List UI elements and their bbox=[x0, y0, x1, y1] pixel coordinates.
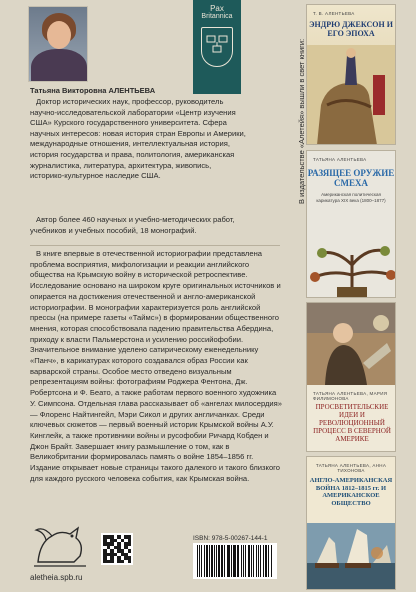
barcode-bar bbox=[248, 545, 250, 577]
series-logo bbox=[193, 0, 241, 94]
book-1-author: Т. В. АЛЕНТЬЕВА bbox=[313, 11, 355, 16]
book-cover-4 bbox=[306, 456, 396, 590]
barcode-bar bbox=[221, 545, 223, 577]
barcode-bar bbox=[209, 545, 210, 577]
barcode-bar bbox=[238, 545, 239, 577]
barcode-bar bbox=[231, 545, 232, 577]
griffin-logo-icon bbox=[30, 522, 90, 570]
author-name: Татьяна Викторовна АЛЕНТЬЕВА bbox=[30, 86, 156, 95]
barcode-bar bbox=[204, 545, 205, 577]
crest-icon bbox=[201, 27, 233, 67]
book-1-title: ЭНДРЮ ДЖЕКСОН И ЕГО ЭПОХА bbox=[309, 20, 393, 38]
barcode-bar bbox=[224, 545, 225, 577]
book-3-author: ТАТЬЯНА АЛЕНТЬЕВА, МАРИЯ ФИЛИМОНОВА bbox=[313, 391, 388, 401]
barcode-bar bbox=[211, 545, 212, 577]
series-logo-line2: Britannica bbox=[201, 13, 233, 20]
series-logo-line1: Pax bbox=[210, 4, 224, 13]
barcode-bar bbox=[241, 545, 242, 577]
book-3-title: ПРОСВЕТИТЕЛЬСКИЕ ИДЕИ И РЕВОЛЮЦИОННЫЙ ПРОЦЕСС В СЕВЕРНОЙ АМЕРИКЕ bbox=[313, 403, 391, 443]
book-cover-2 bbox=[306, 150, 396, 298]
book-2-subtitle: Американская политическая карикатура XIX века (1800–1877) bbox=[316, 192, 386, 203]
book-cover-3 bbox=[306, 302, 396, 452]
book-annotation: В книге впервые в отечественной историографии представлена проблема восприятия, мифологизации и реакции английского общества на Крымскую войну в исторической ретроспективе. Исследование основано на широком круге оригинальных источников и опирается на достижения отечественной и англо-американской историографии. В монографии характеризуется роль английской прессы (на примере газеты «Таймс») в формировании общественного мнения, которая способствовала падению правительства Абердина, приходу к власти Пальмерстона и усилению российофобии. Значительное внимание уделено сатирическому еженедельнику «Панч», в карикатурах которого создавался образ России как варварской страны. Особое место отведено визуальным репрезентациям войны: фотографиям Роджера Фентона, Дж. Робертсона и Ф. Беато, а также работам первого военного художника У. Симпсона. Отдельная глава рассказывает об «ангелах милосердия» — Флоренс Найтингейл, Мэри Сикол и других англичанках. Среди ключевых сюжетов — первый военный историк Крымской войны А.У. Кинглейк, а также противники войны и русофобии Ричард Кобден и Джон Брайт. Завершает книгу размышление о том, как в Великобритании формировалась память о войне 1854–1856 гг. Издание открывает новые страницы такого далекого и такого близкого для каждого русского человека события, как Крымская война. bbox=[30, 249, 283, 483]
barcode-bar bbox=[256, 545, 257, 577]
publisher-site: aletheia.spb.ru bbox=[30, 573, 83, 582]
author-photo bbox=[28, 6, 88, 82]
barcode-bar bbox=[237, 545, 238, 577]
barcode-bar bbox=[214, 545, 215, 577]
book-cover-1 bbox=[306, 4, 396, 145]
barcode-bar bbox=[201, 545, 202, 577]
book-4-title: АНГЛО-АМЕРИКАНСКАЯ ВОЙНА 1812–1815 гг. И АМЕРИКАНСКОЕ ОБЩЕСТВО bbox=[309, 477, 393, 507]
barcode-bar bbox=[199, 545, 200, 577]
cover-3-art bbox=[307, 303, 396, 385]
cover-2-art bbox=[307, 225, 396, 298]
isbn-label: ISBN: 978-5-00267-144-1 bbox=[193, 535, 268, 542]
barcode-bar bbox=[271, 545, 272, 577]
barcode-bar bbox=[260, 545, 261, 577]
side-caption bbox=[287, 6, 306, 206]
cover-1-art bbox=[307, 45, 396, 145]
book-4-author: ТАТЬЯНА АЛЕНТЬЕВА, АННА ТИХОНОВА bbox=[315, 463, 387, 473]
barcode-bar bbox=[233, 545, 235, 577]
barcode-bar bbox=[263, 545, 264, 577]
barcode-bar bbox=[258, 545, 259, 577]
barcode-bar bbox=[227, 545, 228, 577]
barcode-bar bbox=[228, 545, 229, 577]
barcode-bar bbox=[253, 545, 254, 577]
author-bio: Доктор исторических наук, профессор, руководитель научно-исследовательской лаборатории «Центр изучения США» Курского государственного университета. Сфера научных интересов: новая история стран Европы и Америки, международные отношения, интеллектуальная история, история государства и права, политология, американская журналистика, литература, архитектура, живопись, историко-культурное наследие США. bbox=[30, 97, 246, 181]
barcode-bar bbox=[265, 545, 267, 577]
barcode-bar bbox=[218, 545, 219, 577]
barcode-bar bbox=[245, 545, 246, 577]
side-caption-text: В издательстве «Алетейя» вышли в свет книги: bbox=[297, 38, 306, 204]
divider bbox=[30, 245, 280, 246]
barcode-bar bbox=[268, 545, 269, 577]
cover-4-art bbox=[307, 523, 396, 590]
barcode-bar bbox=[206, 545, 208, 577]
book-2-author: ТАТЬЯНА АЛЕНТЬЕВА bbox=[313, 157, 367, 162]
author-works: Автор более 460 научных и учебно-методических работ, учебников и учебных пособий, 18 монографий. bbox=[30, 215, 235, 235]
book-2-title: РАЗЯЩЕЕ ОРУЖИЕ СМЕХА bbox=[307, 168, 395, 188]
barcode-bar bbox=[216, 545, 217, 577]
barcode-bar bbox=[197, 545, 198, 577]
qr-code bbox=[101, 533, 133, 565]
barcode-bar bbox=[243, 545, 244, 577]
barcode bbox=[193, 543, 277, 579]
barcode-bar bbox=[251, 545, 252, 577]
